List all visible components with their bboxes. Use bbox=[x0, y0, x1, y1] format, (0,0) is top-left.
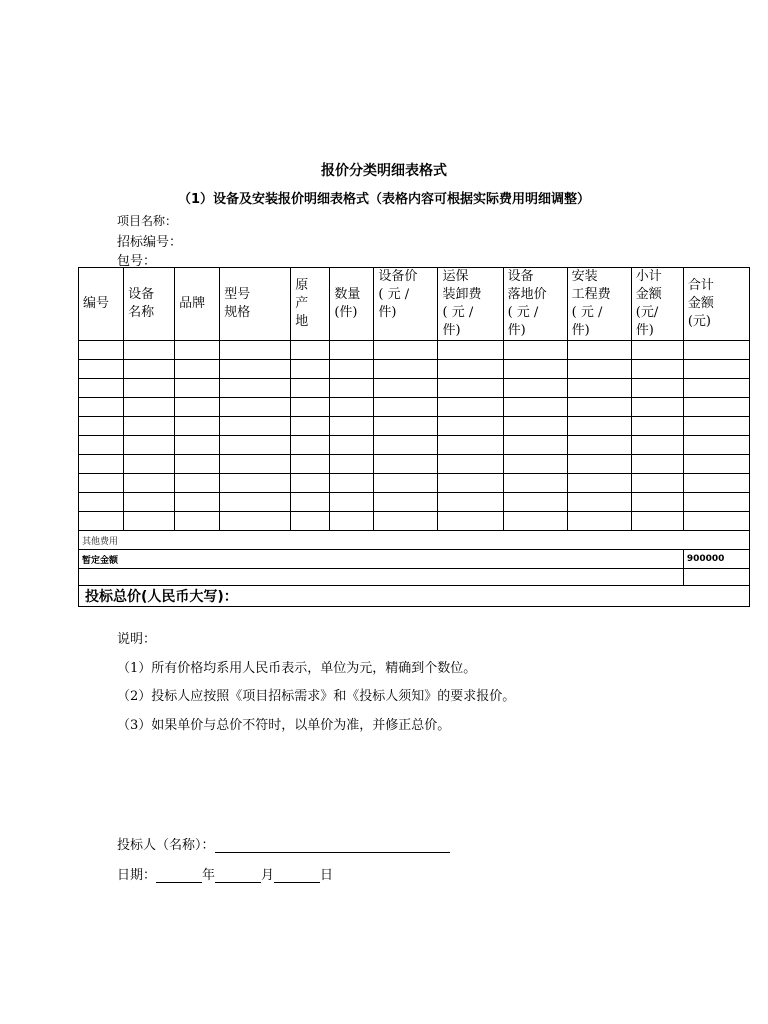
table-cell[interactable] bbox=[438, 341, 503, 360]
table-cell[interactable] bbox=[291, 379, 330, 398]
table-cell[interactable] bbox=[503, 398, 567, 417]
table-cell[interactable] bbox=[175, 455, 220, 474]
table-cell[interactable] bbox=[124, 474, 175, 493]
total-price-row bbox=[79, 586, 750, 607]
table-cell[interactable] bbox=[374, 398, 438, 417]
blank-row bbox=[79, 569, 750, 586]
table-cell[interactable] bbox=[175, 398, 220, 417]
table-cell[interactable] bbox=[79, 455, 124, 474]
table-row bbox=[79, 512, 750, 531]
table-cell[interactable] bbox=[438, 436, 503, 455]
table-cell[interactable] bbox=[79, 417, 124, 436]
table-cell[interactable] bbox=[683, 512, 749, 531]
table-row bbox=[79, 455, 750, 474]
header-cell: 品牌 bbox=[175, 268, 220, 341]
table-cell[interactable] bbox=[503, 417, 567, 436]
header-cell: 合计 金额 (元) bbox=[683, 268, 749, 341]
table-cell[interactable] bbox=[683, 379, 749, 398]
table-cell[interactable] bbox=[220, 341, 291, 360]
table-cell[interactable] bbox=[330, 341, 374, 360]
table-cell[interactable] bbox=[79, 512, 124, 531]
table-cell[interactable] bbox=[220, 474, 291, 493]
table-cell[interactable] bbox=[124, 512, 175, 531]
table-cell[interactable] bbox=[330, 455, 374, 474]
table-cell[interactable] bbox=[175, 493, 220, 512]
table-cell[interactable] bbox=[567, 512, 631, 531]
day-blank[interactable] bbox=[274, 868, 320, 883]
month-label: 月 bbox=[261, 868, 275, 883]
table-cell[interactable] bbox=[124, 379, 175, 398]
table-cell[interactable] bbox=[79, 436, 124, 455]
quote-detail-table bbox=[78, 267, 750, 607]
table-cell[interactable] bbox=[374, 512, 438, 531]
provisional-amount-row bbox=[79, 550, 750, 569]
note-item: （2）投标人应按照《项目招标需求》和《投标人须知》的要求报价。 bbox=[117, 689, 516, 704]
table-cell[interactable] bbox=[438, 512, 503, 531]
table-cell[interactable] bbox=[124, 417, 175, 436]
month-blank[interactable] bbox=[215, 868, 261, 883]
header-cell: 小计 金额 (元/ 件) bbox=[631, 268, 683, 341]
document-title: 报价分类明细表格式 bbox=[321, 163, 447, 179]
table-cell[interactable] bbox=[503, 341, 567, 360]
table-cell[interactable] bbox=[220, 512, 291, 531]
table-row bbox=[79, 341, 750, 360]
table-cell[interactable] bbox=[503, 360, 567, 379]
table-cell[interactable] bbox=[503, 474, 567, 493]
table-cell[interactable] bbox=[220, 360, 291, 379]
table-row bbox=[79, 474, 750, 493]
table-cell[interactable] bbox=[220, 455, 291, 474]
table-cell[interactable] bbox=[175, 474, 220, 493]
table-cell[interactable] bbox=[124, 360, 175, 379]
table-cell[interactable] bbox=[374, 455, 438, 474]
table-cell[interactable] bbox=[683, 341, 749, 360]
header-cell: 设备 落地价 ( 元 / 件) bbox=[503, 268, 567, 341]
header-cell: 数量 (件) bbox=[330, 268, 374, 341]
table-cell[interactable] bbox=[79, 493, 124, 512]
header-cell: 型号 规格 bbox=[220, 268, 291, 341]
provisional-amount-value: 900000 bbox=[683, 550, 749, 569]
table-cell[interactable] bbox=[567, 493, 631, 512]
table-cell[interactable] bbox=[631, 436, 683, 455]
table-cell[interactable] bbox=[291, 455, 330, 474]
other-fees-label: 其他费用 bbox=[79, 531, 750, 550]
document-subtitle: （1）设备及安装报价明细表格式（表格内容可根据实际费用明细调整） bbox=[177, 192, 591, 207]
table-cell[interactable] bbox=[683, 474, 749, 493]
table-cell[interactable] bbox=[330, 398, 374, 417]
table-cell[interactable] bbox=[330, 417, 374, 436]
table-cell[interactable] bbox=[330, 493, 374, 512]
table-cell[interactable] bbox=[631, 512, 683, 531]
notes-heading: 说明： bbox=[117, 632, 157, 647]
table-row bbox=[79, 379, 750, 398]
table-cell[interactable] bbox=[175, 512, 220, 531]
table-cell[interactable] bbox=[438, 455, 503, 474]
table-cell[interactable] bbox=[175, 360, 220, 379]
blank-cell bbox=[79, 569, 684, 586]
table-cell[interactable] bbox=[567, 341, 631, 360]
table-cell[interactable] bbox=[330, 512, 374, 531]
table-cell[interactable] bbox=[220, 417, 291, 436]
table-cell[interactable] bbox=[567, 379, 631, 398]
table-cell[interactable] bbox=[631, 360, 683, 379]
table-cell[interactable] bbox=[330, 436, 374, 455]
table-cell[interactable] bbox=[567, 436, 631, 455]
year-label: 年 bbox=[202, 868, 216, 883]
provisional-amount-label: 暂定金额 bbox=[79, 550, 684, 569]
header-cell: 安装 工程费 ( 元 / 件) bbox=[567, 268, 631, 341]
header-cell: 设备 名称 bbox=[124, 268, 175, 341]
table-cell[interactable] bbox=[79, 360, 124, 379]
table-row bbox=[79, 493, 750, 512]
table-cell[interactable] bbox=[79, 474, 124, 493]
table-cell[interactable] bbox=[291, 360, 330, 379]
table-cell[interactable] bbox=[220, 493, 291, 512]
table-cell[interactable] bbox=[124, 341, 175, 360]
bidder-name-blank[interactable] bbox=[215, 838, 450, 853]
table-cell[interactable] bbox=[503, 512, 567, 531]
table-cell[interactable] bbox=[330, 379, 374, 398]
date-label: 日期： bbox=[117, 868, 157, 883]
table-cell[interactable] bbox=[631, 455, 683, 474]
table-cell[interactable] bbox=[683, 455, 749, 474]
total-price-label: 投标总价(人民币大写)： bbox=[79, 586, 750, 607]
table-cell[interactable] bbox=[438, 398, 503, 417]
table-cell[interactable] bbox=[567, 360, 631, 379]
table-row bbox=[79, 398, 750, 417]
table-header-row bbox=[79, 268, 750, 341]
table-cell[interactable] bbox=[374, 360, 438, 379]
table-cell[interactable] bbox=[683, 360, 749, 379]
table-cell[interactable] bbox=[220, 379, 291, 398]
table-cell[interactable] bbox=[438, 360, 503, 379]
note-item: （1）所有价格均系用人民币表示，单位为元，精确到个数位。 bbox=[117, 661, 477, 676]
header-cell: 运保 装卸费 ( 元 / 件) bbox=[438, 268, 503, 341]
table-cell[interactable] bbox=[220, 398, 291, 417]
table-cell[interactable] bbox=[438, 417, 503, 436]
table-cell[interactable] bbox=[567, 417, 631, 436]
table-cell[interactable] bbox=[631, 417, 683, 436]
table-cell[interactable] bbox=[79, 398, 124, 417]
table-cell[interactable] bbox=[175, 436, 220, 455]
table-cell[interactable] bbox=[631, 379, 683, 398]
table-cell[interactable] bbox=[374, 436, 438, 455]
table-cell[interactable] bbox=[291, 398, 330, 417]
table-cell[interactable] bbox=[291, 417, 330, 436]
day-label: 日 bbox=[320, 868, 334, 883]
header-cell: 设备价 ( 元 / 件) bbox=[374, 268, 438, 341]
table-cell[interactable] bbox=[503, 436, 567, 455]
table-cell[interactable] bbox=[79, 341, 124, 360]
table-cell[interactable] bbox=[124, 493, 175, 512]
table-cell[interactable] bbox=[291, 493, 330, 512]
bidder-name-label: 投标人（名称）： bbox=[117, 838, 215, 853]
table-cell[interactable] bbox=[683, 398, 749, 417]
table-cell[interactable] bbox=[503, 455, 567, 474]
table-cell[interactable] bbox=[631, 341, 683, 360]
table-cell[interactable] bbox=[374, 341, 438, 360]
table-cell[interactable] bbox=[291, 341, 330, 360]
table-cell[interactable] bbox=[79, 379, 124, 398]
table-cell[interactable] bbox=[291, 512, 330, 531]
table-cell[interactable] bbox=[438, 379, 503, 398]
table-cell[interactable] bbox=[631, 474, 683, 493]
table-cell[interactable] bbox=[683, 493, 749, 512]
table-cell[interactable] bbox=[503, 379, 567, 398]
table-cell[interactable] bbox=[330, 474, 374, 493]
table-cell[interactable] bbox=[374, 379, 438, 398]
bidder-signature-line bbox=[117, 834, 450, 853]
project-name-label: 项目名称： bbox=[117, 214, 178, 228]
bid-number-label: 招标编号： bbox=[117, 235, 183, 250]
header-cell: 原 产 地 bbox=[291, 268, 330, 341]
table-row bbox=[79, 360, 750, 379]
year-blank[interactable] bbox=[156, 868, 202, 883]
table-cell[interactable] bbox=[631, 398, 683, 417]
table-cell[interactable] bbox=[291, 436, 330, 455]
table-cell[interactable] bbox=[683, 417, 749, 436]
table-cell[interactable] bbox=[175, 417, 220, 436]
table-cell[interactable] bbox=[124, 398, 175, 417]
date-line bbox=[117, 864, 333, 883]
table-cell[interactable] bbox=[374, 493, 438, 512]
package-label: 包号： bbox=[117, 254, 157, 269]
table-cell[interactable] bbox=[438, 474, 503, 493]
table-cell[interactable] bbox=[503, 493, 567, 512]
table-cell[interactable] bbox=[683, 436, 749, 455]
table-cell[interactable] bbox=[175, 379, 220, 398]
header-cell: 编号 bbox=[79, 268, 124, 341]
other-fees-row bbox=[79, 531, 750, 550]
table-cell[interactable] bbox=[438, 493, 503, 512]
table-cell[interactable] bbox=[175, 341, 220, 360]
note-item: （3）如果单价与总价不符时，以单价为准，并修正总价。 bbox=[117, 718, 451, 733]
table-cell[interactable] bbox=[124, 436, 175, 455]
table-cell[interactable] bbox=[567, 474, 631, 493]
blank-cell bbox=[683, 569, 749, 586]
table-cell[interactable] bbox=[291, 474, 330, 493]
table-cell[interactable] bbox=[374, 474, 438, 493]
table-cell[interactable] bbox=[374, 417, 438, 436]
table-cell[interactable] bbox=[124, 455, 175, 474]
table-cell[interactable] bbox=[631, 493, 683, 512]
table-cell[interactable] bbox=[220, 436, 291, 455]
table-row bbox=[79, 436, 750, 455]
table-row bbox=[79, 417, 750, 436]
table-cell[interactable] bbox=[567, 455, 631, 474]
table-cell[interactable] bbox=[330, 360, 374, 379]
table-cell[interactable] bbox=[567, 398, 631, 417]
